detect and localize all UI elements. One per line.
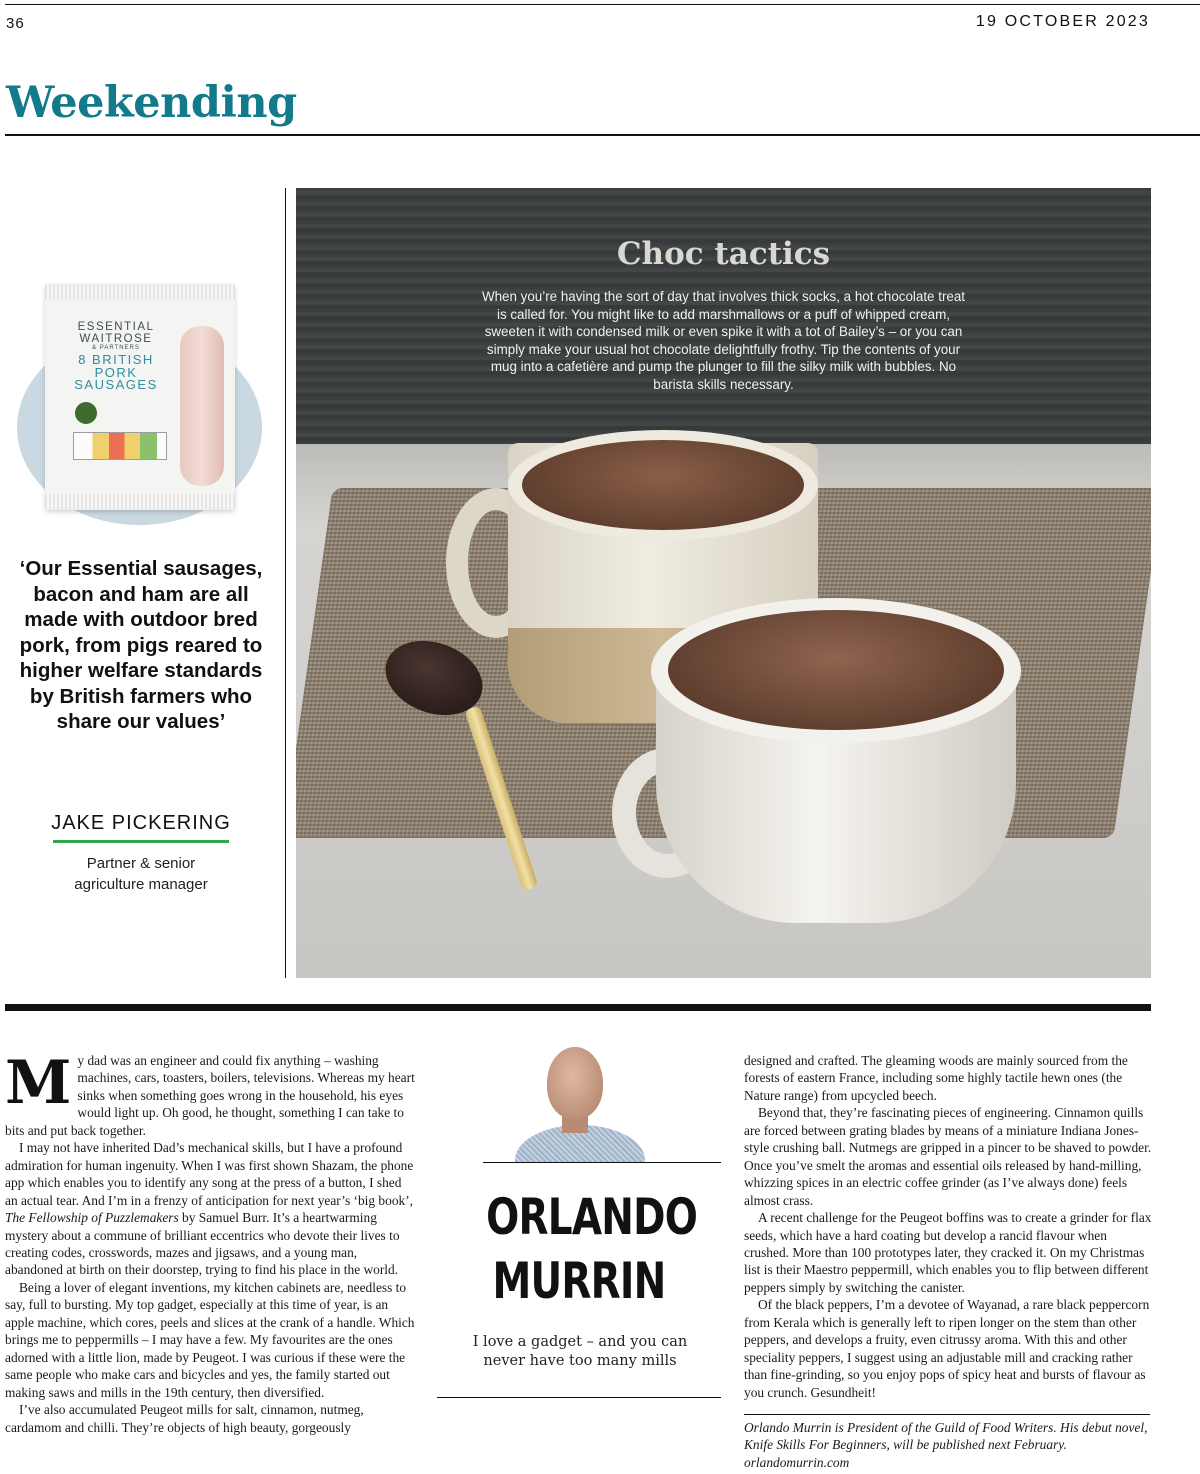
drop-cap: M (5, 1048, 72, 1118)
article-column-left (5, 1048, 415, 1436)
paragraph-text: y dad was an engineer and could fix anything – washing machines, cars, toasters, boilers, televisions. Whereas my heart sinks when something goes wrong in the household, his eyes would light up. Oh good, he thought, something I can take to bits and put back together. (5, 1053, 415, 1138)
hot-chocolate-front (668, 610, 1004, 730)
pack-product-line: SAUSAGES (74, 377, 158, 392)
book-title: The Fellowship of Puzzlemakers (5, 1210, 179, 1226)
author-headshot (510, 1045, 650, 1163)
advert-person-role (5, 853, 277, 895)
welfare-badge-icon (75, 402, 97, 424)
role-line: Partner & senior (86, 855, 196, 872)
advert-name-underline (53, 840, 229, 843)
role-line: agriculture manager (74, 876, 208, 893)
paragraph-text: I may not have inherited Dad’s mechanical skills, but I have a profound admiration for human ingenuity. When I was first shown Shazam, the phone app which enables you to identify any song at the press of a button, I shed an actual tear. And I’m in a frenzy of anticipation for next year’s ‘big book’, (5, 1140, 414, 1208)
section-masthead: Weekending (6, 78, 297, 128)
column-standfirst: I love a gadget – and you can never have too many mills (472, 1334, 688, 1369)
top-rule (5, 4, 1200, 5)
pack-partners: & PARTNERS (92, 345, 140, 351)
article-paragraph: I’ve also accumulated Peugeot mills for salt, cinnamon, nutmeg, cardamom and chilli. They’re objects of high beauty, gorgeously (5, 1402, 364, 1435)
article-paragraph: Being a lover of elegant inventions, my kitchen cabinets are, needless to say, full to bursting. My top gadget, especially at this time of year, is an apple machine, which cores, peels and slices at the crank of a handle. Which brings me to peppermills – I may have a few. My favourites are the ones adorned with a little lion, made by Peugeot. I was curious if these were the same people who make cars and bicycles and yes, the family started out making saws and mills in the 19th century, then diversified. (5, 1279, 415, 1400)
author-last-name: MURRIN (492, 1252, 666, 1310)
advert-quote: ‘Our Essential sausages, bacon and ham are all made with outdoor bred pork, from pigs reared to higher welfare standards by British farmers who share our values’ (19, 557, 263, 733)
article-paragraph (5, 1139, 415, 1279)
sausage-image (180, 326, 224, 486)
nutrition-label-icon (73, 432, 167, 460)
page-number: 36 (6, 15, 25, 32)
author-rule-top (483, 1162, 721, 1163)
author-bio: Orlando Murrin is President of the Guild of Food Writers. His debut novel, Knife Skills For Beginners, will be published next February. orlandomurrin.com (744, 1420, 1148, 1470)
feature-text: When you’re having the sort of day that involves thick socks, a hot chocolate treat is called for. You might like to add marshmallows or a puff of whipped cream, sweeten it with condensed milk or even spike it with a tot of Bailey’s – or you can simply make your usual hot chocolate delightfully frothy. Tip the contents of your mug into a cafetière and pump the plunger to fill the silky milk with bubbles. No barista skills necessary. (481, 289, 966, 392)
pack-seal-top (45, 284, 235, 300)
pack-product-line: 8 BRITISH (78, 352, 154, 367)
article-paragraph: Of the black peppers, I’m a devotee of Wayanad, a rare black peppercorn from Kerala which is generally left to ripen longer on the stem than other peppers, and develops a fruity, even citrussy aroma. With this and other speciality peppers, I suggest using an adjustable mill and cracking rather than fine-grinding, so you enjoy pops of spicy heat and bursts of flavour as you crunch. Gesundheit! (744, 1297, 1150, 1400)
feature-title: Choc tactics (616, 236, 831, 272)
column-divider (285, 188, 286, 978)
masthead-rule (5, 134, 1200, 136)
section-rule (5, 1004, 1151, 1011)
pack-label (51, 321, 181, 392)
pack-seal-bottom (45, 494, 235, 510)
article-column-right (744, 1052, 1154, 1401)
sausage-pack-image (45, 284, 235, 510)
author-first-name: ORLANDO (486, 1188, 698, 1246)
headshot-face (547, 1047, 603, 1119)
hot-chocolate-photo (296, 188, 1151, 978)
hot-chocolate-back (522, 440, 804, 530)
pack-product-line: PORK (94, 364, 138, 380)
paragraph-text: by Samuel Burr. It’s a heartwarming mystery about a commune of brilliant eccentrics who devote their lives to creating codes, crosswords, mazes and jigsaws, and a young man, abandoned at birth on their doorstep, trying to find his place in the world. (5, 1210, 400, 1278)
article-paragraph: designed and crafted. The gleaming woods are mainly sourced from the forests of eastern France, including some highly tactile hewn ones (the Nature range) from upcycled beech. (744, 1053, 1128, 1103)
author-rule-bottom (437, 1397, 721, 1398)
waitrose-advert (5, 188, 277, 978)
advert-person-name: JAKE PICKERING (51, 812, 231, 834)
pack-brand: ESSENTIAL WAITROSE (77, 321, 155, 345)
bio-rule (744, 1414, 1150, 1415)
author-name (486, 1185, 698, 1313)
article-paragraph: A recent challenge for the Peugeot boffins was to create a grinder for flax seeds, which have a hard coating but develop a rancid flavour when crushed. More than 100 prototypes later, they cracked it. On my Christmas list is their Maestro peppermill, which enables you to flip between different peppers simply by switching the canister. (744, 1210, 1152, 1295)
article-paragraph (5, 1048, 415, 1139)
issue-date: 19 OCTOBER 2023 (975, 13, 1150, 30)
article-paragraph: Beyond that, they’re fascinating pieces of engineering. Cinnamon quills are forced between grating blades by means of a miniature Indiana Jones-style crushing ball. Nutmegs are gripped in a pincer to be shaved to powder. Once you’ve smelt the aromas and essential oils released by hand-milling, whizzing spices in an electric coffee grinder (as I’ve always done) feels almost crass. (744, 1105, 1152, 1208)
